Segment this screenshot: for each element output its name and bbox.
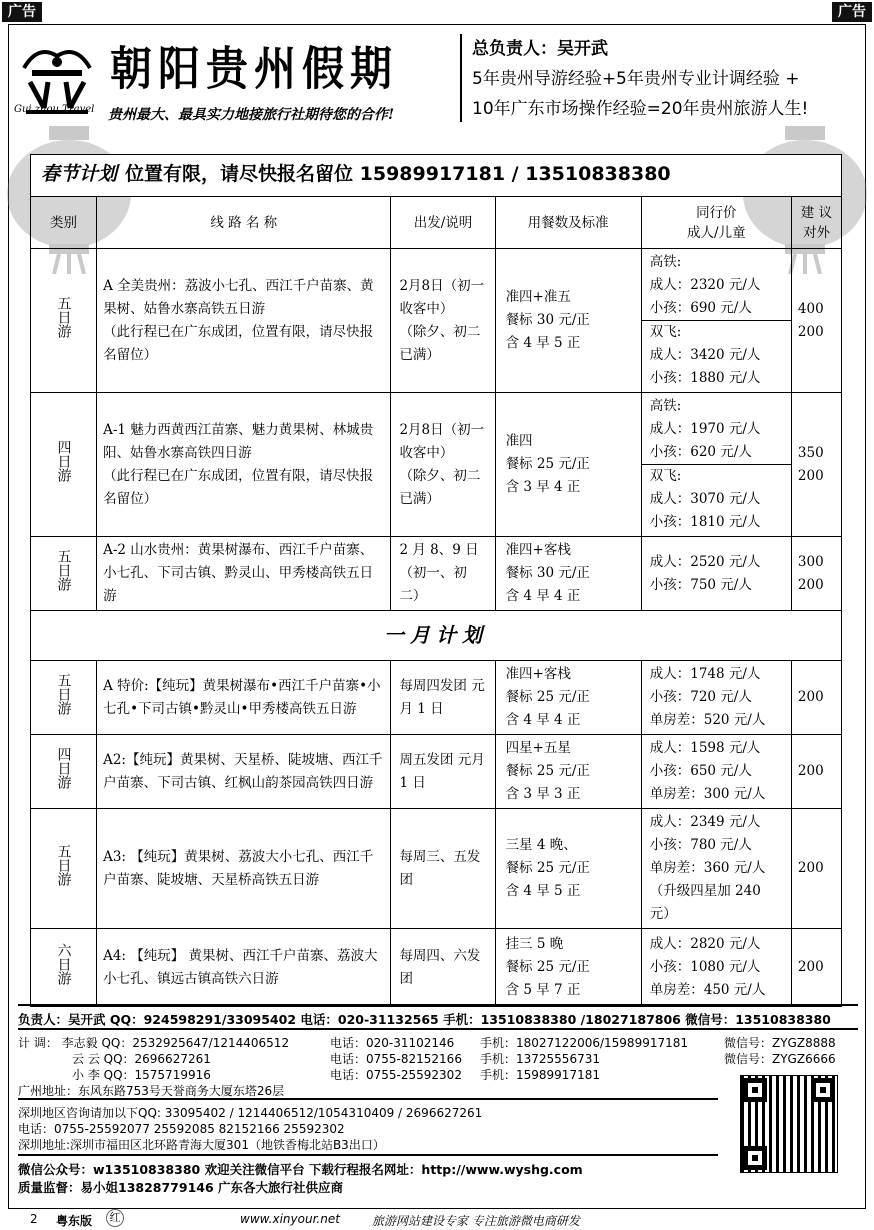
meal: 准四+准五 餐标 30 元/正 含 4 早 5 正 [495, 249, 641, 393]
header-suggested: 建 议 对外 [791, 197, 841, 249]
experience-line-1: 5年贵州导游经验+5年贵州专业计调经验 + [472, 69, 800, 89]
tour-type: 五日游 [31, 249, 97, 393]
table-row [31, 537, 842, 611]
shenzhen-address: 深圳地址:深圳市福田区北环路青海大厦301（地铁香梅北站B3出口） [18, 1138, 385, 1152]
header-route: 线 路 名 称 [97, 197, 391, 249]
table-row [31, 929, 842, 1007]
tour-type: 五日游 [31, 661, 97, 735]
departure: 2月8日（初一收客中） （除夕、初二已满） [391, 249, 495, 393]
contact-row-3-mobile: 手机：15989917181 [480, 1068, 600, 1082]
price: 高铁: 成人：2320 元/人 小孩：690 元/人 双飞: 成人：3420 元/人 小孩：1880 元/人 [641, 249, 791, 393]
ad-tag-right: 广告 [832, 2, 872, 22]
header-divider [460, 34, 462, 122]
quality-supervision: 质量监督：易小姐13828779146 广东各大旅行社供应商 [18, 1180, 344, 1195]
suggested-price: 200 [791, 735, 841, 809]
tour-table [30, 196, 842, 1007]
departure: 每周四、六发团 [391, 929, 495, 1007]
edition-badge: 红 [106, 1209, 124, 1227]
header-type: 类别 [31, 197, 97, 249]
footer-divider-3 [18, 1154, 718, 1156]
departure: 2月8日（初一收客中） （除夕、初二已满） [391, 393, 495, 537]
footer-divider-2 [18, 1098, 718, 1100]
header-price: 同行价 成人/儿童 [641, 197, 791, 249]
shenzhen-qq: 深圳地区咨询请加以下QQ: 33095402 / 1214406512/1054310409 / 2696627261 [18, 1106, 483, 1120]
meal: 准四+客栈 餐标 25 元/正 含 4 早 4 正 [495, 661, 641, 735]
departure: 每周三、五发团 [391, 809, 495, 929]
table-header-row [31, 197, 842, 249]
route-name: A 全美贵州：荔波小七孔、西江千户苗寨、黄果树、姑鲁水寨高铁五日游 （此行程已在广东成团，位置有限，请尽快报名留位） [97, 249, 391, 393]
suggested-price: 200 [791, 929, 841, 1007]
contact-row-3-tel: 电话：0755-25592302 [330, 1068, 462, 1082]
meal: 四星+五星 餐标 25 元/正 含 3 早 3 正 [495, 735, 641, 809]
guangzhou-address: 广州地址：东风东路753号天誉商务大厦东塔26层 [18, 1084, 285, 1098]
meal: 准四+客栈 餐标 30 元/正 含 4 早 4 正 [495, 537, 641, 611]
contact-row-2-mobile: 手机：13725556731 [480, 1052, 600, 1066]
manager-name: 总负责人：吴开武 [472, 39, 608, 59]
suggested-price: 200 [791, 809, 841, 929]
departure: 2 月 8、9 日（初一、初二） [391, 537, 495, 611]
price: 成人：1748 元/人 小孩：720 元/人 单房差：520 元/人 [641, 661, 791, 735]
tour-type: 四日游 [31, 735, 97, 809]
table-row [31, 735, 842, 809]
meal: 三星 4 晚、 餐标 25 元/正 含 4 早 5 正 [495, 809, 641, 929]
price: 成人：2520 元/人 小孩：750 元/人 [641, 537, 791, 611]
departure: 周五发团 元月 1 日 [391, 735, 495, 809]
table-row [31, 249, 842, 393]
meal: 准四 餐标 25 元/正 含 3 早 4 正 [495, 393, 641, 537]
brand-english: Gui zhou Travel [14, 104, 95, 115]
contact-row-1-mobile: 手机：18027122006/15989917181 [480, 1036, 689, 1050]
january-plan-row [31, 611, 842, 661]
tour-type: 五日游 [31, 537, 97, 611]
footer-divider-top [18, 1004, 858, 1006]
brand-title: 朝阳贵州假期 [110, 41, 399, 96]
spring-festival-banner [30, 154, 842, 196]
shenzhen-phone: 电话：0755-25592077 25592085 82152166 25592302 [18, 1122, 345, 1136]
january-plan-title: 一月计划 [31, 611, 842, 661]
suggested-price: 350 200 [791, 393, 841, 537]
contact-row-2-wechat: 微信号：ZYGZ6666 [724, 1052, 836, 1066]
meal: 挂三 5 晚 餐标 25 元/正 含 5 早 7 正 [495, 929, 641, 1007]
contact-row-2-tel: 电话：0755-82152166 [330, 1052, 462, 1066]
suggested-price: 300 200 [791, 537, 841, 611]
banner-text: 位置有限，请尽快报名留位 15989917181 / 13510838380 [125, 163, 671, 185]
banner-plan-label: 春节计划 [41, 163, 118, 185]
departure: 每周四发团 元月 1 日 [391, 661, 495, 735]
experience-line-2: 10年广东市场操作经验=20年贵州旅游人生! [472, 99, 809, 119]
slogan: 旅游网站建设专家 专注旅游微电商研发 [372, 1214, 580, 1228]
route-name: A2:【纯玩】黄果树、天星桥、陡坡塘、西江千户苗寨、下司古镇、红枫山韵茶园高铁四日游 [97, 735, 391, 809]
route-name: A3: 【纯玩】黄果树、荔波大小七孔、西江千户苗寨、陡坡塘、天星桥高铁五日游 [97, 809, 391, 929]
header-departure: 出发/说明 [391, 197, 495, 249]
route-name: A-1 魅力西黄西江苗寨、魅力黄果树、林城贵阳、姑鲁水寨高铁四日游 （此行程已在广东成团，位置有限，请尽快报名留位） [97, 393, 391, 537]
header-meal: 用餐数及标准 [495, 197, 641, 249]
contact-row-1: 计 调： 李志毅 QQ：2532925647/1214406512 [18, 1036, 290, 1050]
header [10, 28, 860, 138]
tour-type: 五日游 [31, 809, 97, 929]
table-row [31, 393, 842, 537]
price: 高铁: 成人：1970 元/人 小孩：620 元/人 双飞: 成人：3070 元/人 小孩：1810 元/人 [641, 393, 791, 537]
brand-slogan: 贵州最大、最具实力地接旅行社期待您的合作! [108, 107, 395, 123]
wechat-public: 微信公众号：w13510838380 欢迎关注微信平台 下载行程报名网址：http://www.wyshg.com [18, 1162, 583, 1177]
edition-label: 粤东版 [56, 1214, 93, 1228]
route-name: A-2 山水贵州：黄果树瀑布、西江千户苗寨、小七孔、下司古镇、黔灵山、甲秀楼高铁五日游 [97, 537, 391, 611]
contact-row-2: 云 云 QQ：2696627261 [72, 1052, 211, 1066]
ad-tag-left: 广告 [2, 2, 42, 22]
price: 成人：2820 元/人 小孩：1080 元/人 单房差：450 元/人 [641, 929, 791, 1007]
price: 成人：1598 元/人 小孩：650 元/人 单房差：300 元/人 [641, 735, 791, 809]
suggested-price: 200 [791, 661, 841, 735]
table-row [31, 661, 842, 735]
contact-row-1-wechat: 微信号：ZYGZ8888 [724, 1036, 836, 1050]
page-number: 2 [30, 1212, 38, 1226]
contact-row-1-tel: 电话：020-31102146 [330, 1036, 455, 1050]
footer-divider [18, 1028, 858, 1030]
route-name: A4: 【纯玩】 黄果树、西江千户苗寨、荔波大小七孔、镇远古镇高铁六日游 [97, 929, 391, 1007]
website[interactable]: www.xinyour.net [240, 1212, 340, 1226]
route-name: A 特价:【纯玩】黄果树瀑布•西江千户苗寨•小七孔•下司古镇•黔灵山•甲秀楼高铁五日游 [97, 661, 391, 735]
tour-type: 六日游 [31, 929, 97, 1007]
tour-type: 四日游 [31, 393, 97, 537]
table-row [31, 809, 842, 929]
suggested-price: 400 200 [791, 249, 841, 393]
price: 成人：2349 元/人 小孩：780 元/人 单房差：360 元/人 （升级四星加 240 元） [641, 809, 791, 929]
qr-code-icon [740, 1075, 838, 1173]
footer-manager-line: 负责人：吴开武 QQ：924598291/33095402 电话：020-31132565 手机：13510838380 /18027187806 微信号：13510838380 [18, 1012, 831, 1027]
contact-row-3: 小 李 QQ：1575719916 [72, 1068, 211, 1082]
